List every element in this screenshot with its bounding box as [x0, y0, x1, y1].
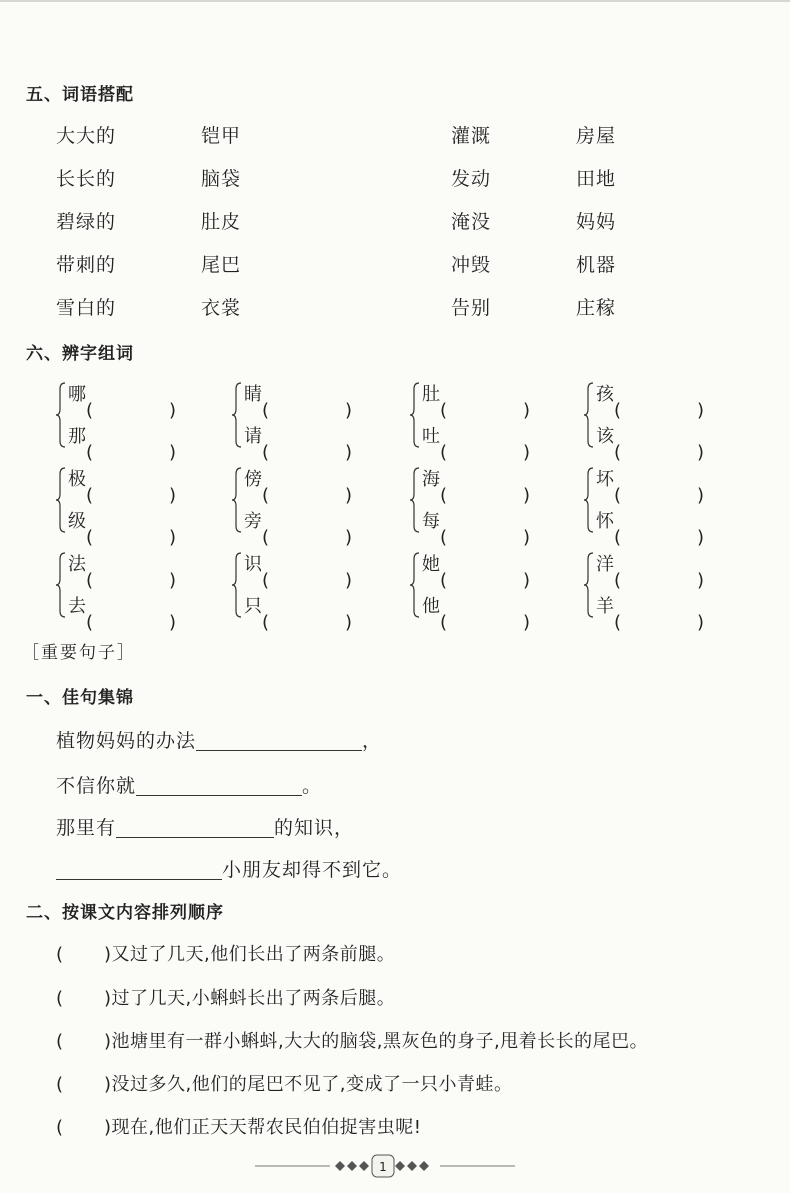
char-line: [68, 422, 176, 463]
close-paren: ): [522, 570, 530, 591]
char-pair: [56, 465, 186, 548]
open-paren: (: [262, 570, 270, 591]
char: 孩: [596, 384, 614, 405]
char: 级: [68, 511, 86, 532]
open-paren: (: [614, 570, 622, 591]
open-paren: (: [440, 400, 448, 421]
order-item-5: [56, 1113, 421, 1139]
char-pair: [584, 550, 714, 633]
brace-icon: [410, 467, 420, 533]
char-line: [68, 550, 176, 591]
open-paren: (: [262, 485, 270, 506]
word-col2-1: 脑袋: [201, 168, 242, 190]
close-paren: ): [522, 527, 530, 548]
char-line: [68, 507, 176, 548]
word-col4-0: 房屋: [576, 125, 617, 147]
brace-icon: [584, 382, 594, 448]
word-col4-2: 妈妈: [576, 211, 617, 233]
char-pair: [56, 550, 186, 633]
char-pair: [232, 550, 362, 633]
char-pair: [584, 465, 714, 548]
word-col3-2: 淹没: [451, 211, 492, 233]
char: 去: [68, 596, 86, 617]
char: 那: [68, 426, 86, 447]
char-line: [422, 592, 530, 633]
open-paren: (: [614, 527, 622, 548]
char-line: [244, 422, 352, 463]
close-paren: ): [696, 612, 704, 633]
order-answer-3[interactable]: (: [56, 1031, 64, 1052]
char: 只: [244, 596, 262, 617]
close-paren: ): [344, 612, 352, 633]
order-item-5-text: )现在,他们正天天帮农民伯伯捉害虫呢!: [104, 1117, 422, 1138]
close-paren: ): [696, 527, 704, 548]
word-col1-2: 碧绿的: [56, 211, 117, 233]
open-paren: (: [86, 442, 94, 463]
brace-icon: [232, 382, 242, 448]
char-pair: [410, 550, 540, 633]
word-col1-0: 大大的: [56, 125, 117, 147]
order-title: 二、按课文内容排列顺序: [26, 903, 224, 923]
order-item-3-text: )池塘里有一群小蝌蚪,大大的脑袋,黑灰色的身子,甩着长长的尾巴。: [104, 1031, 649, 1052]
sentence-4-text: 小朋友却得不到它。: [222, 859, 403, 881]
sentence-2-blank[interactable]: [136, 775, 302, 796]
char-line: [244, 380, 352, 421]
char-line: [422, 507, 530, 548]
brace-icon: [584, 552, 594, 618]
close-paren: ): [168, 570, 176, 591]
word-col4-1: 田地: [576, 168, 617, 190]
char-pair: [56, 380, 186, 463]
footer-ornament-icon: [255, 1153, 515, 1179]
char-line: [244, 507, 352, 548]
close-paren: ): [696, 400, 704, 421]
open-paren: (: [86, 570, 94, 591]
sentence-3-end: 的知识，: [274, 817, 355, 839]
char-line: [596, 422, 704, 463]
char-line: [68, 380, 176, 421]
close-paren: ): [696, 485, 704, 506]
char: 识: [244, 554, 262, 575]
sentence-1-text: 植物妈妈的办法: [56, 730, 197, 752]
close-paren: ): [344, 400, 352, 421]
order-item-2-text: )过了几天,小蝌蚪长出了两条后腿。: [104, 988, 396, 1009]
sentence-3-blank[interactable]: [116, 817, 274, 838]
close-paren: ): [696, 442, 704, 463]
brace-icon: [410, 382, 420, 448]
char-line: [422, 422, 530, 463]
open-paren: (: [440, 442, 448, 463]
top-rule: [0, 0, 790, 2]
char-line: [244, 550, 352, 591]
char: 吐: [422, 426, 440, 447]
sentence-1-end: ，: [362, 730, 383, 752]
char-line: [422, 380, 530, 421]
char-line: [596, 507, 704, 548]
close-paren: ): [344, 527, 352, 548]
section5-title: 五、词语搭配: [26, 85, 134, 105]
char: 旁: [244, 511, 262, 532]
char: 哪: [68, 384, 86, 405]
char-line: [422, 465, 530, 506]
open-paren: (: [262, 612, 270, 633]
close-paren: ): [522, 400, 530, 421]
open-paren: (: [440, 570, 448, 591]
order-answer-2[interactable]: (: [56, 988, 64, 1009]
char: 坏: [596, 469, 614, 490]
sentence-1: [56, 726, 382, 753]
important-sentences-heading: ［重要句子］: [22, 643, 136, 663]
char: 傍: [244, 469, 262, 490]
char-line: [422, 550, 530, 591]
char-line: [244, 592, 352, 633]
order-answer-1[interactable]: (: [56, 944, 64, 965]
open-paren: (: [86, 612, 94, 633]
close-paren: ): [522, 442, 530, 463]
char: 肚: [422, 384, 440, 405]
close-paren: ): [344, 570, 352, 591]
order-item-1-text: )又过了几天,他们长出了两条前腿。: [104, 944, 396, 965]
char-pair: [584, 380, 714, 463]
order-answer-4[interactable]: (: [56, 1074, 64, 1095]
open-paren: (: [262, 527, 270, 548]
open-paren: (: [440, 527, 448, 548]
char-pair: [232, 465, 362, 548]
brace-icon: [232, 552, 242, 618]
order-answer-5[interactable]: (: [56, 1117, 64, 1138]
open-paren: (: [440, 485, 448, 506]
sentence-1-blank[interactable]: [196, 730, 362, 751]
open-paren: (: [440, 612, 448, 633]
char: 睛: [244, 384, 262, 405]
close-paren: ): [168, 527, 176, 548]
order-item-3: [56, 1027, 648, 1053]
open-paren: (: [262, 442, 270, 463]
word-col4-3: 机器: [576, 254, 617, 276]
char: 极: [68, 469, 86, 490]
word-col2-2: 肚皮: [201, 211, 242, 233]
char-pair: [410, 465, 540, 548]
word-col1-3: 带刺的: [56, 254, 117, 276]
order-item-2: [56, 984, 395, 1010]
brace-icon: [410, 552, 420, 618]
close-paren: ): [168, 442, 176, 463]
word-col2-3: 尾巴: [201, 254, 242, 276]
order-item-4-text: )没过多久,他们的尾巴不见了,变成了一只小青蛙。: [104, 1074, 513, 1095]
char: 他: [422, 596, 440, 617]
sentence-3-text: 那里有: [56, 817, 117, 839]
open-paren: (: [614, 485, 622, 506]
char: 该: [596, 426, 614, 447]
open-paren: (: [86, 485, 94, 506]
sentence-4-blank[interactable]: [56, 859, 222, 880]
sentences-title: 一、佳句集锦: [26, 688, 134, 708]
char-pair: [410, 380, 540, 463]
close-paren: ): [168, 400, 176, 421]
word-col1-4: 雪白的: [56, 297, 117, 319]
brace-icon: [232, 467, 242, 533]
open-paren: (: [86, 527, 94, 548]
close-paren: ): [168, 485, 176, 506]
brace-icon: [56, 467, 66, 533]
open-paren: (: [262, 400, 270, 421]
open-paren: (: [86, 400, 94, 421]
order-item-1: [56, 940, 395, 966]
word-col3-0: 灌溉: [451, 125, 492, 147]
sentence-4: [56, 855, 402, 882]
sentence-2-end: 。: [302, 775, 323, 797]
brace-icon: [56, 382, 66, 448]
char: 洋: [596, 554, 614, 575]
word-col3-3: 冲毁: [451, 254, 492, 276]
char-line: [596, 592, 704, 633]
open-paren: (: [614, 400, 622, 421]
char: 海: [422, 469, 440, 490]
close-paren: ): [696, 570, 704, 591]
word-col2-4: 衣裳: [201, 297, 242, 319]
char-line: [596, 380, 704, 421]
page-footer: [255, 1153, 515, 1179]
close-paren: ): [522, 485, 530, 506]
section6-title: 六、辨字组词: [26, 344, 134, 364]
char-line: [68, 592, 176, 633]
close-paren: ): [168, 612, 176, 633]
word-col2-0: 铠甲: [201, 125, 242, 147]
open-paren: (: [614, 442, 622, 463]
char: 每: [422, 511, 440, 532]
page-number: 1: [379, 1160, 387, 1174]
char: 请: [244, 426, 262, 447]
word-col3-1: 发动: [451, 168, 492, 190]
word-col3-4: 告别: [451, 297, 492, 319]
brace-icon: [56, 552, 66, 618]
char: 羊: [596, 596, 614, 617]
word-col1-1: 长长的: [56, 168, 117, 190]
order-item-4: [56, 1070, 512, 1096]
word-col4-4: 庄稼: [576, 297, 617, 319]
char: 法: [68, 554, 86, 575]
char-line: [596, 550, 704, 591]
sentence-2: [56, 771, 322, 798]
char-line: [244, 465, 352, 506]
char-line: [68, 465, 176, 506]
brace-icon: [584, 467, 594, 533]
char-line: [596, 465, 704, 506]
char: 她: [422, 554, 440, 575]
sentence-3: [56, 813, 354, 840]
char-pair: [232, 380, 362, 463]
char: 怀: [596, 511, 614, 532]
sentence-2-text: 不信你就: [56, 775, 137, 797]
close-paren: ): [344, 485, 352, 506]
close-paren: ): [344, 442, 352, 463]
close-paren: ): [522, 612, 530, 633]
open-paren: (: [614, 612, 622, 633]
